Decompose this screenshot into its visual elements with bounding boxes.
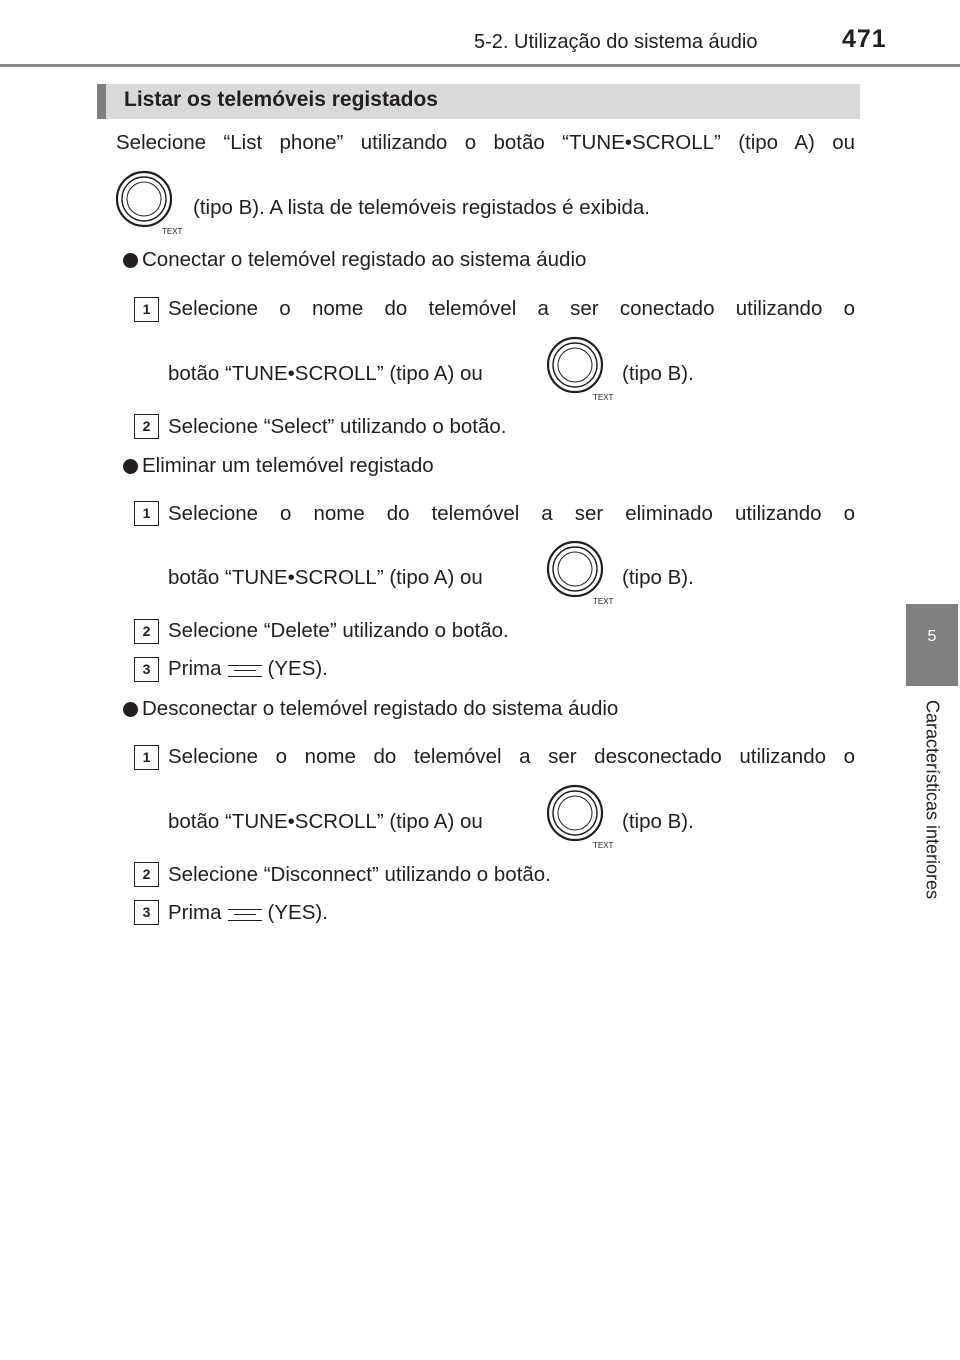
step-text <box>168 659 328 680</box>
header-section-title: 5-2. Utilização do sistema áudio <box>474 31 758 53</box>
page-number: 471 <box>842 25 887 53</box>
step-text-line1: Selecione o nome do telemóvel a ser conectado utilizando o <box>168 297 855 320</box>
step-text-end: (YES). <box>267 901 328 924</box>
section-heading-bar <box>97 84 860 119</box>
filled-circle-bullet <box>123 702 138 717</box>
procedure-title: Eliminar um telemóvel registado <box>142 454 434 477</box>
step-text <box>168 903 328 924</box>
section-title: Listar os telemóveis registados <box>124 88 438 111</box>
header-divider <box>0 64 960 67</box>
step-number-badge: 2 <box>134 619 159 644</box>
intro-line-1: Selecione “List phone” utilizando o botão “TUNE•SCROLL” (tipo A) ou <box>116 131 855 154</box>
step-text-line2: botão “TUNE•SCROLL” (tipo A) ou <box>168 362 483 385</box>
svg-text:TEXT: TEXT <box>593 597 614 606</box>
step-text-line1: Selecione o nome do telemóvel a ser eliminado utilizando o <box>168 502 855 525</box>
step-text-start: Prima <box>168 657 222 680</box>
filled-circle-bullet <box>123 459 138 474</box>
tune-scroll-knob-icon <box>545 334 614 404</box>
step-text-line2-end: (tipo B). <box>622 810 694 833</box>
step-text-line1: Selecione o nome do telemóvel a ser desconectado utilizando o <box>168 745 855 768</box>
tune-scroll-knob-icon <box>545 782 614 852</box>
step-text-line2-end: (tipo B). <box>622 362 694 385</box>
step-number-badge: 2 <box>134 862 159 887</box>
svg-text:TEXT: TEXT <box>593 841 614 850</box>
svg-text:TEXT: TEXT <box>162 227 183 236</box>
preset-button-icon <box>228 663 262 677</box>
chapter-tab-title: Características interiores <box>922 700 943 900</box>
step-text-start: Prima <box>168 901 222 924</box>
step-text: Selecione “Disconnect” utilizando o botão. <box>168 863 551 886</box>
step-number-badge: 1 <box>134 501 159 526</box>
preset-button-icon <box>228 907 262 921</box>
step-text-line2: botão “TUNE•SCROLL” (tipo A) ou <box>168 810 483 833</box>
step-number-badge: 1 <box>134 745 159 770</box>
step-text: Selecione “Delete” utilizando o botão. <box>168 619 509 642</box>
filled-circle-bullet <box>123 253 138 268</box>
step-text-end: (YES). <box>267 657 328 680</box>
step-number-badge: 1 <box>134 297 159 322</box>
step-number-badge: 3 <box>134 657 159 682</box>
step-number-badge: 2 <box>134 414 159 439</box>
step-text: Selecione “Select” utilizando o botão. <box>168 415 507 438</box>
svg-text:TEXT: TEXT <box>593 393 614 402</box>
step-number-badge: 3 <box>134 900 159 925</box>
procedure-title: Conectar o telemóvel registado ao sistema áudio <box>142 248 587 271</box>
tune-scroll-knob-icon <box>545 538 614 608</box>
step-text-line2-end: (tipo B). <box>622 566 694 589</box>
intro-line-2: (tipo B). A lista de telemóveis registados é exibida. <box>193 196 650 219</box>
step-text-line2: botão “TUNE•SCROLL” (tipo A) ou <box>168 566 483 589</box>
procedure-title: Desconectar o telemóvel registado do sistema áudio <box>142 697 619 720</box>
chapter-tab-number: 5 <box>906 604 958 686</box>
tune-scroll-knob-icon <box>114 168 183 238</box>
